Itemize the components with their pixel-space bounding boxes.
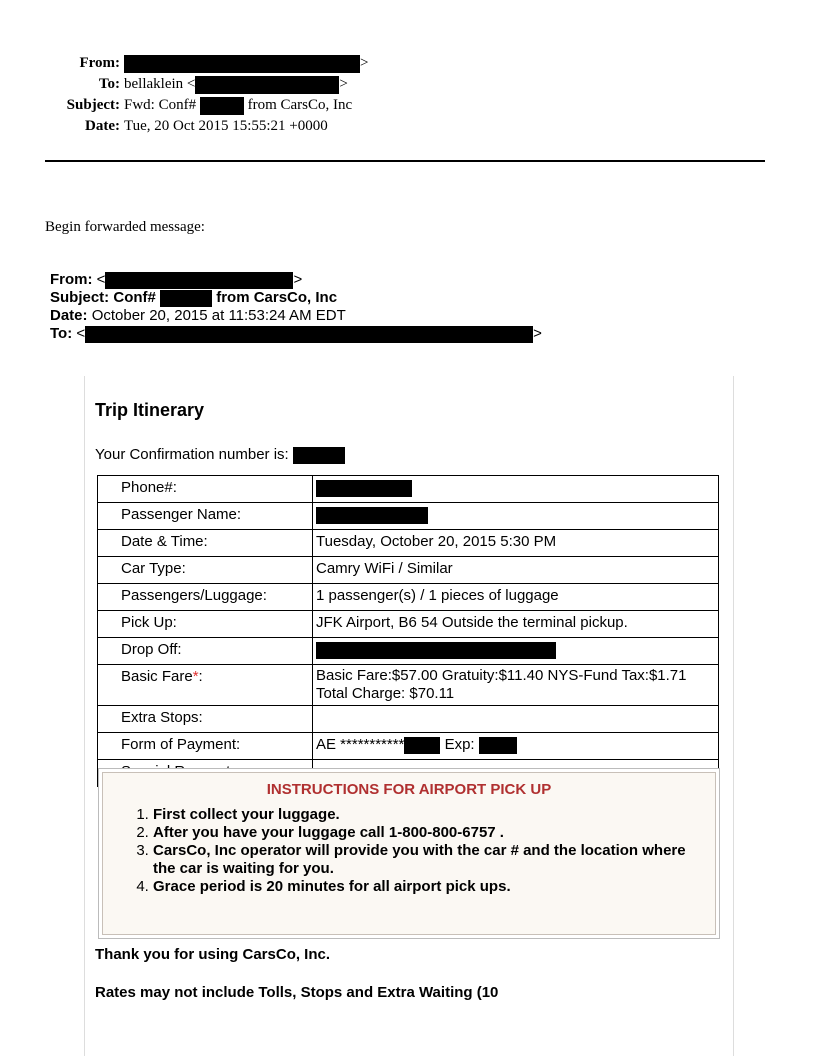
thank-you-text: Thank you for using CarsCo, Inc.	[95, 946, 331, 963]
row-label: Pick Up:	[98, 611, 313, 638]
begin-forwarded-text: Begin forwarded message:	[45, 219, 205, 235]
outer-to-label: To:	[98, 76, 120, 92]
row-value: Tuesday, October 20, 2015 5:30 PM	[313, 530, 719, 557]
redacted-block	[85, 326, 533, 343]
table-row	[98, 530, 719, 557]
redacted-block	[316, 507, 428, 524]
table-row	[98, 706, 719, 733]
outer-subject-label: Subject:	[66, 97, 120, 113]
instructions-title: INSTRUCTIONS FOR AIRPORT PICK UP	[266, 781, 552, 798]
redacted-block	[316, 642, 556, 659]
redacted-block	[404, 737, 440, 754]
outer-to-row: To: bellaklein < >	[98, 76, 348, 92]
redacted-block	[105, 272, 293, 289]
required-star: *	[192, 668, 199, 685]
table-row	[98, 611, 719, 638]
row-label: Drop Off:	[98, 638, 313, 665]
outer-date-row	[0, 117, 400, 138]
row-label: Phone#:	[98, 476, 313, 503]
row-label: Extra Stops:	[98, 706, 313, 733]
table-row	[98, 638, 719, 665]
row-value: Camry WiFi / Similar	[313, 557, 719, 584]
row-label: Car Type:	[98, 557, 313, 584]
itinerary-table	[97, 475, 719, 787]
redacted-block	[160, 290, 212, 307]
list-item: 2. After you have your luggage call 1-800-800-6757 .	[153, 824, 693, 842]
list-item: 1. First collect your luggage.	[153, 806, 693, 824]
table-row	[98, 665, 719, 706]
redacted-block	[124, 55, 360, 73]
header-divider	[45, 160, 765, 162]
redacted-block	[293, 447, 345, 464]
table-row	[98, 503, 719, 530]
row-value: 1 passenger(s) / 1 pieces of luggage	[313, 584, 719, 611]
row-value: JFK Airport, B6 54 Outside the terminal pickup.	[313, 611, 719, 638]
airport-instructions-box	[98, 768, 720, 939]
redacted-block	[195, 76, 339, 94]
outer-from-row: From: >	[79, 55, 369, 71]
outer-date-label: Date:	[85, 118, 120, 134]
row-label: Form of Payment:	[98, 733, 313, 760]
confirmation-line: Your Confirmation number is:	[95, 446, 345, 464]
rates-note: Rates may not include Tolls, Stops and Extra Waiting (10	[95, 984, 499, 1001]
redacted-block	[316, 480, 412, 497]
table-row	[98, 733, 719, 760]
outer-subject-row: Subject: Fwd: Conf# from CarsCo, Inc	[66, 97, 353, 113]
row-value: AE *********** Exp:	[313, 733, 719, 760]
redacted-block	[479, 737, 517, 754]
instructions-list	[129, 806, 693, 896]
inner-date-row: Date: October 20, 2015 at 11:53:24 AM EDT	[50, 307, 346, 324]
outer-email-header	[0, 54, 400, 138]
row-label: Date & Time:	[98, 530, 313, 557]
forwarded-header	[50, 271, 542, 343]
trip-itinerary-title: Trip Itinerary	[95, 400, 205, 420]
row-label: Passengers/Luggage:	[98, 584, 313, 611]
table-row	[98, 584, 719, 611]
outer-from-label: From:	[79, 55, 120, 71]
table-row	[98, 557, 719, 584]
list-item: 4. Grace period is 20 minutes for all airport pick ups.	[153, 878, 693, 896]
inner-to-row: To: < >	[50, 325, 542, 342]
table-row	[98, 476, 719, 503]
row-value: Basic Fare:$57.00 Gratuity:$11.40 NYS-Fund Tax:$1.71 Total Charge: $70.11	[313, 665, 719, 706]
row-label: Basic Fare*:	[98, 665, 313, 706]
redacted-block	[200, 97, 244, 115]
list-item: 3. CarsCo, Inc operator will provide you with the car # and the location where the car is waiting for you.	[153, 842, 693, 878]
inner-subject-row: Subject: Conf# from CarsCo, Inc	[50, 289, 338, 306]
row-label: Passenger Name:	[98, 503, 313, 530]
inner-from-row: From: < >	[50, 271, 303, 288]
outer-date-value: Tue, 20 Oct 2015 15:55:21 +0000	[124, 118, 328, 134]
